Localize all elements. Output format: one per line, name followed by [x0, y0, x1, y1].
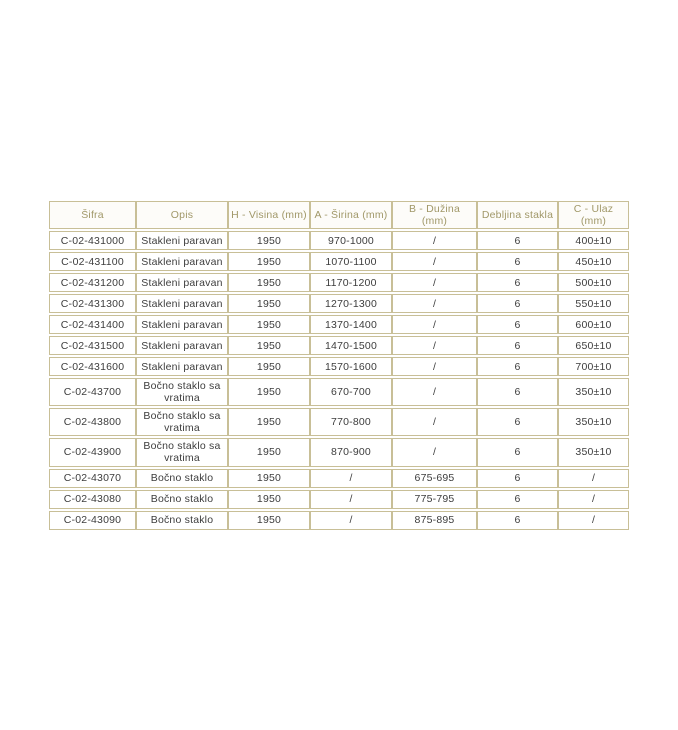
table-cell: 1950 — [228, 294, 310, 313]
table-cell: 6 — [477, 252, 558, 271]
table-cell: / — [392, 252, 477, 271]
table-cell: C-02-431000 — [49, 231, 136, 250]
table-cell: 1470-1500 — [310, 336, 392, 355]
column-header-h-visina: H - Visina (mm) — [228, 201, 310, 229]
table-row — [49, 273, 629, 292]
table-cell: 6 — [477, 511, 558, 530]
column-header-debljina-stakla: Debljina stakla — [477, 201, 558, 229]
table-cell: Stakleni paravan — [136, 273, 228, 292]
column-header-sifra: Šifra — [49, 201, 136, 229]
table-cell: 6 — [477, 315, 558, 334]
table-cell: / — [392, 273, 477, 292]
table-cell: Stakleni paravan — [136, 252, 228, 271]
table-cell: 1950 — [228, 469, 310, 488]
table-cell: 670-700 — [310, 378, 392, 406]
table-cell: / — [392, 357, 477, 376]
table-row — [49, 294, 629, 313]
table-cell: C-02-43700 — [49, 378, 136, 406]
table-row — [49, 408, 629, 436]
table-cell: Bočno staklo sa vratima — [136, 408, 228, 436]
table-cell: 350±10 — [558, 408, 629, 436]
table-cell: C-02-431100 — [49, 252, 136, 271]
table-cell: / — [392, 408, 477, 436]
table-cell: 1170-1200 — [310, 273, 392, 292]
table-cell: 6 — [477, 469, 558, 488]
table-cell: 450±10 — [558, 252, 629, 271]
table-row — [49, 315, 629, 334]
table-cell: 1070-1100 — [310, 252, 392, 271]
table-cell: 870-900 — [310, 438, 392, 466]
table-cell: 6 — [477, 490, 558, 509]
table-row — [49, 438, 629, 466]
table-cell: C-02-431500 — [49, 336, 136, 355]
table-cell: 6 — [477, 336, 558, 355]
table-cell: 1370-1400 — [310, 315, 392, 334]
table-cell: 6 — [477, 378, 558, 406]
table-row — [49, 231, 629, 250]
table-cell: C-02-431400 — [49, 315, 136, 334]
table-cell: C-02-43800 — [49, 408, 136, 436]
table-cell: / — [392, 378, 477, 406]
table-cell: / — [392, 231, 477, 250]
table-cell: 1950 — [228, 408, 310, 436]
table-cell: 550±10 — [558, 294, 629, 313]
table-header-row — [49, 201, 629, 229]
table-cell: 1950 — [228, 273, 310, 292]
table-cell: 6 — [477, 408, 558, 436]
table-cell: 400±10 — [558, 231, 629, 250]
table-cell: 600±10 — [558, 315, 629, 334]
table-cell: 970-1000 — [310, 231, 392, 250]
table-row — [49, 378, 629, 406]
table-cell: / — [558, 511, 629, 530]
table-cell: 6 — [477, 273, 558, 292]
table-cell: 6 — [477, 357, 558, 376]
table-cell: 1270-1300 — [310, 294, 392, 313]
table-cell: Bočno staklo — [136, 469, 228, 488]
table-cell: Stakleni paravan — [136, 231, 228, 250]
table-cell: / — [392, 336, 477, 355]
table-cell: / — [558, 469, 629, 488]
table-cell: 1950 — [228, 438, 310, 466]
table-cell: C-02-43090 — [49, 511, 136, 530]
table-cell: 1950 — [228, 231, 310, 250]
table-cell: / — [392, 294, 477, 313]
table-cell: 350±10 — [558, 378, 629, 406]
table-row — [49, 336, 629, 355]
table-cell: / — [310, 511, 392, 530]
table-cell: Stakleni paravan — [136, 315, 228, 334]
table-cell: 1950 — [228, 357, 310, 376]
table-cell: Bočno staklo — [136, 511, 228, 530]
table-cell: C-02-43900 — [49, 438, 136, 466]
column-header-c-ulaz: C - Ulaz (mm) — [558, 201, 629, 229]
table-row — [49, 511, 629, 530]
table-cell: C-02-43070 — [49, 469, 136, 488]
table-cell: Bočno staklo — [136, 490, 228, 509]
table-cell: Bočno staklo sa vratima — [136, 438, 228, 466]
table-row — [49, 252, 629, 271]
product-dimensions-table — [49, 199, 629, 532]
table-cell: 1570-1600 — [310, 357, 392, 376]
table-cell: 1950 — [228, 315, 310, 334]
table-cell: 650±10 — [558, 336, 629, 355]
table-cell: 1950 — [228, 378, 310, 406]
table-cell: Stakleni paravan — [136, 294, 228, 313]
table-cell: 675-695 — [392, 469, 477, 488]
table-cell: 875-895 — [392, 511, 477, 530]
table-cell: C-02-43080 — [49, 490, 136, 509]
table-cell: 1950 — [228, 252, 310, 271]
column-header-opis: Opis — [136, 201, 228, 229]
table-cell: / — [310, 490, 392, 509]
table-cell: 700±10 — [558, 357, 629, 376]
table-cell: 1950 — [228, 336, 310, 355]
table-cell: 6 — [477, 438, 558, 466]
table-cell: / — [310, 469, 392, 488]
table-cell: C-02-431300 — [49, 294, 136, 313]
table-cell: 6 — [477, 294, 558, 313]
table-cell: Stakleni paravan — [136, 336, 228, 355]
table-cell: Bočno staklo sa vratima — [136, 378, 228, 406]
table-cell: Stakleni paravan — [136, 357, 228, 376]
table-cell: 770-800 — [310, 408, 392, 436]
column-header-b-duzina: B - Dužina (mm) — [392, 201, 477, 229]
table-row — [49, 490, 629, 509]
table-cell: C-02-431600 — [49, 357, 136, 376]
table-cell: 1950 — [228, 511, 310, 530]
table-row — [49, 357, 629, 376]
table-cell: 775-795 — [392, 490, 477, 509]
table-cell: C-02-431200 — [49, 273, 136, 292]
table-cell: / — [558, 490, 629, 509]
table-row — [49, 469, 629, 488]
column-header-a-sirina: A - Širina (mm) — [310, 201, 392, 229]
table-cell: 1950 — [228, 490, 310, 509]
table-cell: 6 — [477, 231, 558, 250]
table-cell: 350±10 — [558, 438, 629, 466]
table-cell: / — [392, 438, 477, 466]
table-cell: / — [392, 315, 477, 334]
table-cell: 500±10 — [558, 273, 629, 292]
